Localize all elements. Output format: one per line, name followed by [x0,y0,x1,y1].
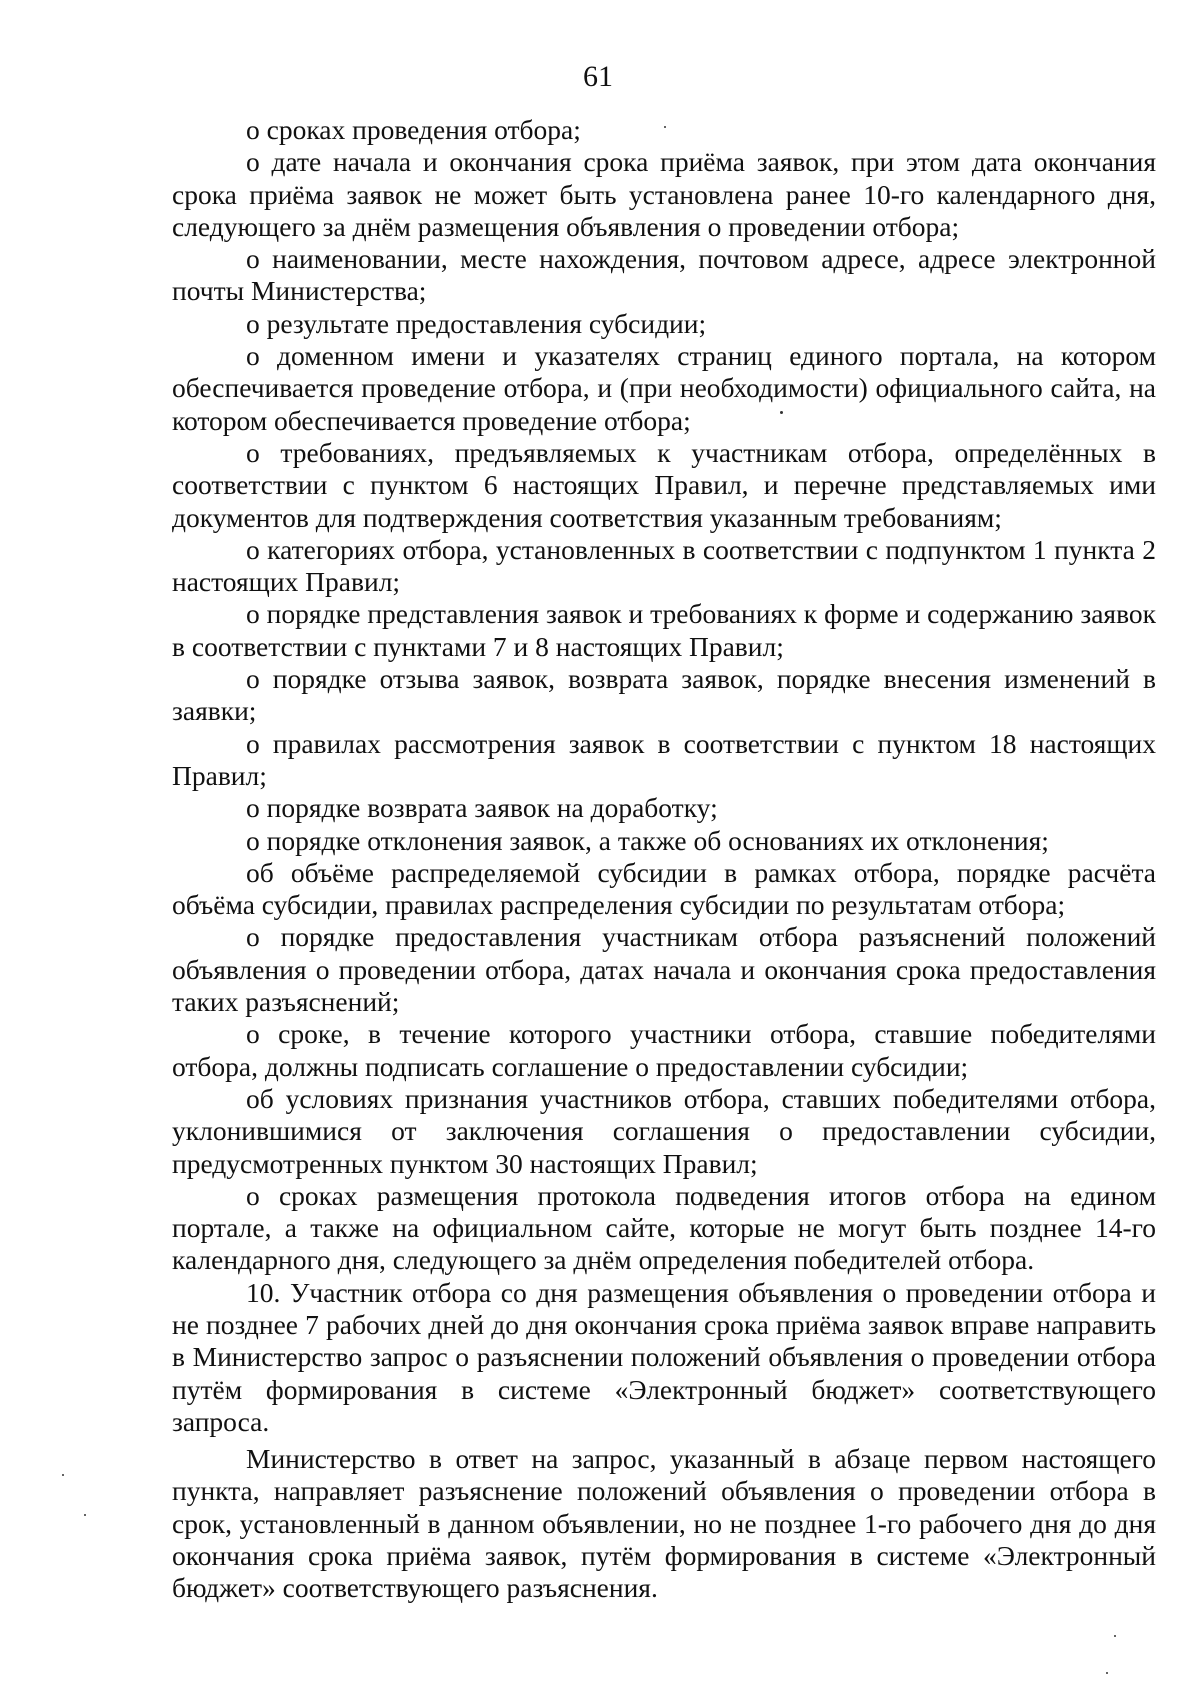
scan-speck [1114,1635,1116,1637]
paragraph: о порядке отзыва заявок, возврата заявок, порядке внесения изменений в заявки; [172,663,1156,727]
paragraph: Министерство в ответ на запрос, указанный в абзаце первом настоящего пункта, направляет разъяснение положений объявления о проведении отбора в срок, установленный в данном объявлении, но не позднее 1-го рабочего дня до дня окончания срока приёма заявок, путём формирования в системе «Электронный бюджет» соответствующего разъяснения. [172,1443,1156,1604]
paragraph: о дате начала и окончания срока приёма заявок, при этом дата окончания срока приёма заявок не может быть установлена ранее 10-го календарного дня, следующего за днём размещения объявления о проведении отбора; [172,146,1156,242]
paragraph: о доменном имени и указателях страниц единого портала, на котором обеспечивается проведение отбора, и (при необходимости) официального сайта, на котором обеспечивается проведение отбора; [172,340,1156,436]
scan-speck [62,1474,64,1476]
paragraph: об объёме распределяемой субсидии в рамках отбора, порядке расчёта объёма субсидии, правилах распределения субсидии по результатам отбора; [172,856,1156,921]
paragraph: о результате предоставления субсидии; [246,307,707,339]
paragraph: о категориях отбора, установленных в соответствии с подпунктом 1 пункта 2 настоящих Правил; [172,533,1156,598]
paragraph: о сроках проведения отбора; [246,114,581,145]
paragraph: о порядке возврата заявок на доработку; [246,792,718,824]
scan-speck [664,126,666,128]
paragraph: о порядке отклонения заявок, а также об основаниях их отклонения; [246,824,1049,856]
page-number: 61 [583,60,613,93]
scan-speck [84,1514,86,1516]
paragraph: о порядке представления заявок и требованиях к форме и содержанию заявок в соответствии с пунктами 7 и 8 настоящих Правил; [172,598,1156,662]
paragraph: о сроке, в течение которого участники отбора, ставшие победителями отбора, должны подписать соглашение о предоставлении субсидии; [172,1018,1156,1082]
paragraph: о требованиях, предъявляемых к участникам отбора, определённых в соответствии с пунктом 6 настоящих Правил, и перечне представляемых ими документов для подтверждения соответствия указанным требованиям; [172,436,1156,533]
paragraph: об условиях признания участников отбора, ставших победителями отбора, уклонившимися от заключения соглашения о предоставлении субсидии, предусмотренных пунктом 30 настоящих Правил; [172,1082,1156,1179]
paragraph: 10. Участник отбора со дня размещения объявления о проведении отбора и не позднее 7 рабочих дней до дня окончания срока приёма заявок вправе направить в Министерство запрос о разъяснении положений объявления о проведении отбора путём формирования в системе «Электронный бюджет» соответствующего запроса. [172,1276,1156,1437]
paragraph: о порядке предоставления участникам отбора разъяснений положений объявления о проведении отбора, датах начала и окончания срока предоставления таких разъяснений; [172,921,1156,1018]
document-body [172,114,1156,1605]
scan-speck [780,411,783,414]
scan-speck [1106,1672,1108,1674]
paragraph: о сроках размещения протокола подведения итогов отбора на едином портале, а также на официальном сайте, которые не могут быть позднее 14-го календарного дня, следующего за днём определения победителей отбора. [172,1179,1156,1276]
paragraph: о наименовании, месте нахождения, почтовом адресе, адресе электронной почты Министерства; [172,243,1156,307]
paragraph: о правилах рассмотрения заявок в соответствии с пунктом 18 настоящих Правил; [172,727,1156,791]
